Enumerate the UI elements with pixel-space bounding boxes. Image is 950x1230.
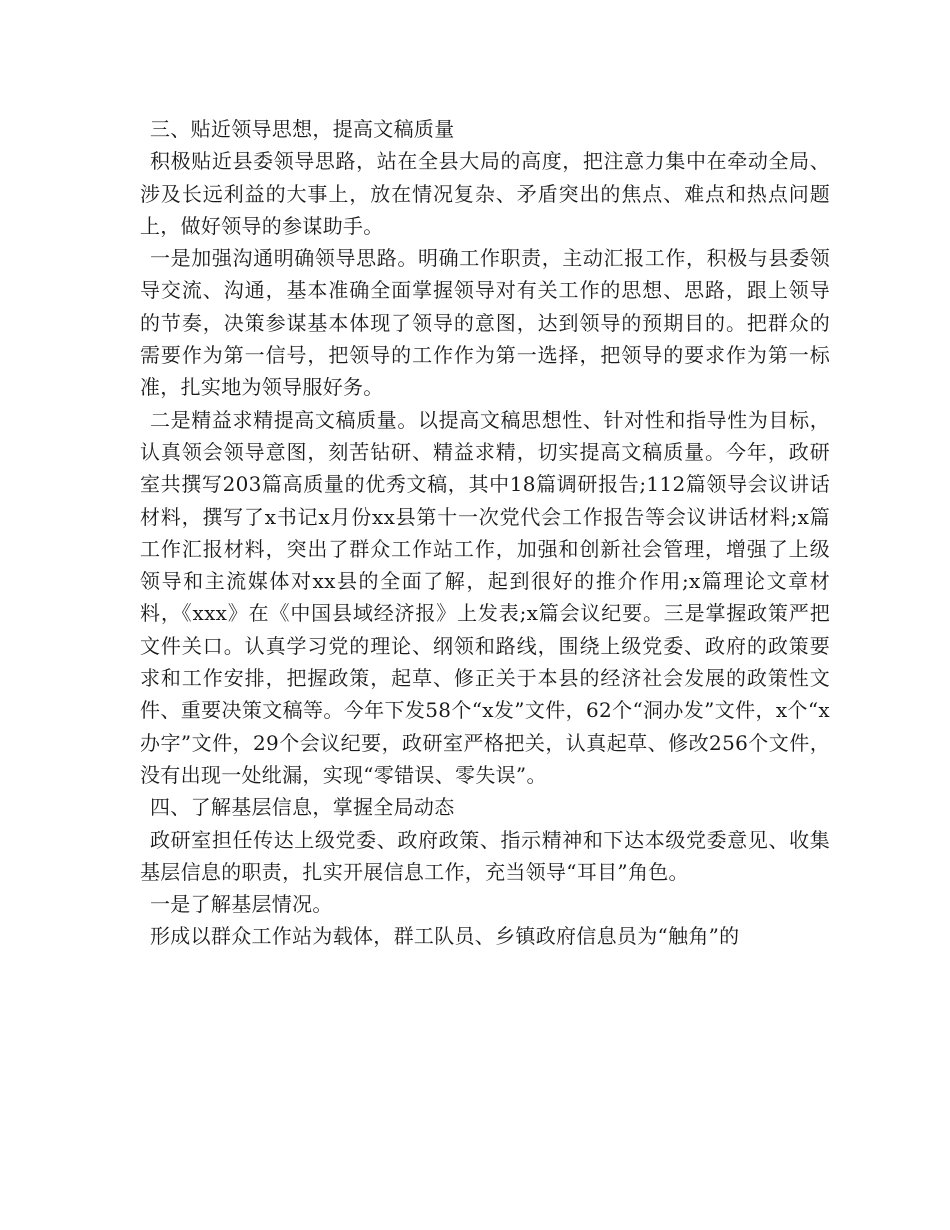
paragraph: 一是加强沟通明确领导思路。明确工作职责，主动汇报工作，积极与县委领导交流、沟通，基本准确全面掌握领导对有关工作的思想、思路，跟上领导的节奏，决策参谋基本体现了领导的意图，达到领导的预期目的。把群众的需要作为第一信号，把领导的工作作为第一选择，把领导的要求作为第一标准，扎实地为领导服好务。 — [140, 246, 830, 400]
paragraph: 政研室担任传达上级党委、政府政策、指示精神和下达本级党委意见、收集基层信息的职责，扎实开展信息工作，充当领导“耳目”角色。 — [140, 827, 830, 884]
paragraph: 形成以群众工作站为载体，群工队员、乡镇政府信息员为“触角”的 — [150, 924, 740, 949]
paragraph: 二是精益求精提高文稿质量。以提高文稿思想性、针对性和指导性为目标，认真领会领导意图，刻苦钻研、精益求精，切实提高文稿质量。今年，政研室共撰写203篇高质量的优秀文稿，其中18篇调研报告;112篇领导会议讲话材料，撰写了x书记x月份xx县第十一次党代会工作报告等会议讲话材料;x篇工作汇报材料，突出了群众工作站工作，加强和创新社会管理，增强了上级领导和主流媒体对xx县的全面了解，起到很好的推介作用;x篇理论文章材料，《xxx》在《中国县域经济报》上发表;x篇会议纪要。三是掌握政策严把文件关口。认真学习党的理论、纲领和路线，围绕上级党委、政府的政策要求和工作安排，把握政策，起草、修正关于本县的经济社会发展的政策性文件、重要决策文稿等。今年下发58个“x发”文件，62个“洞办发”文件，x个“x办字”文件，29个会议纪要，政研室严格把关，认真起草、修改256个文件，没有出现一处纰漏，实现“零错误、零失误”。 — [140, 407, 830, 787]
section-heading-4: 四、了解基层信息，掌握全局动态 — [150, 795, 455, 820]
paragraph: 积极贴近县委领导思路，站在全县大局的高度，把注意力集中在牵动全局、涉及长远利益的大事上，放在情况复杂、矛盾突出的焦点、难点和热点问题上，做好领导的参谋助手。 — [140, 149, 830, 238]
section-heading-3: 三、贴近领导思想，提高文稿质量 — [150, 117, 455, 141]
paragraph: 一是了解基层情况。 — [150, 892, 333, 917]
document-body — [140, 113, 830, 953]
